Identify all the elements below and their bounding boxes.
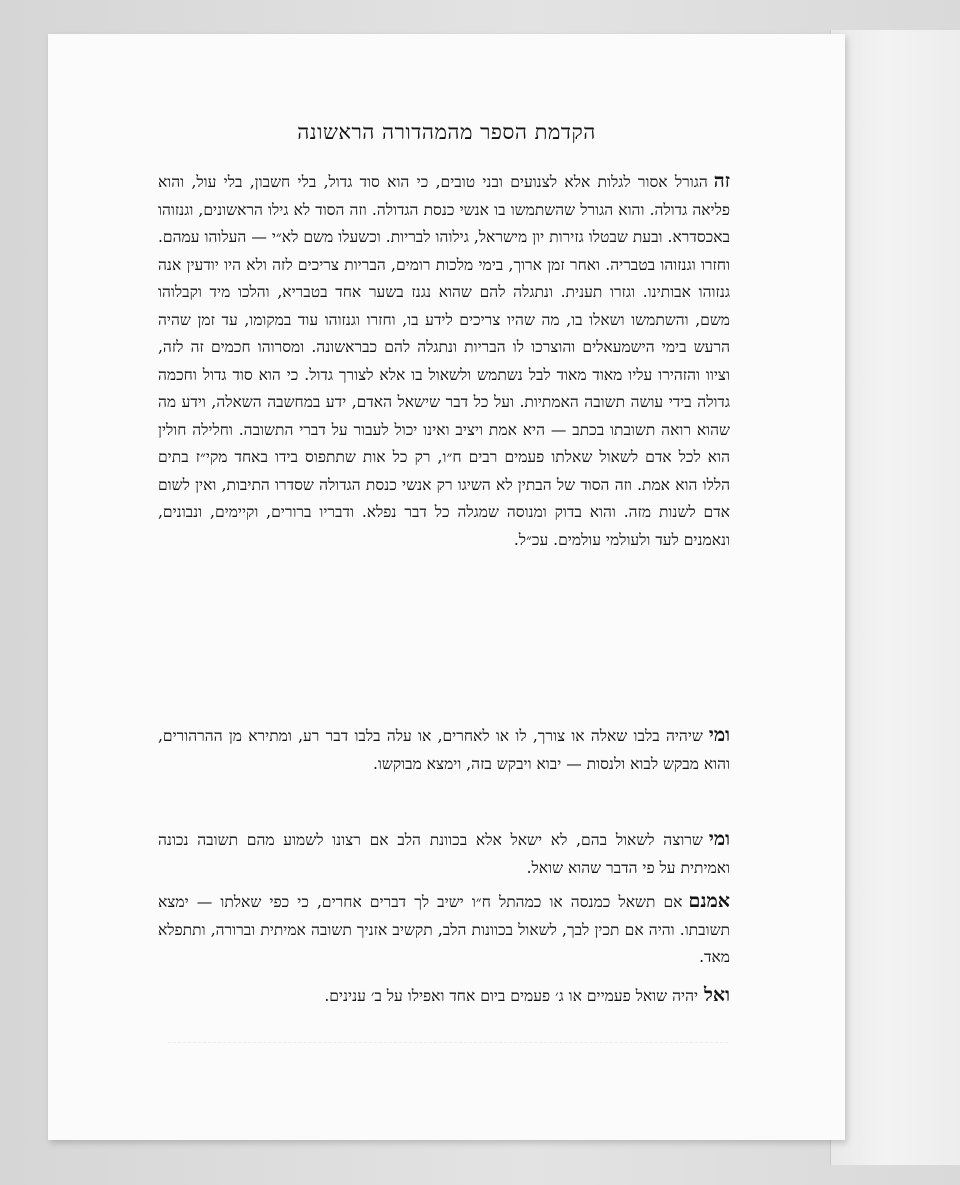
paragraph-2 [158,722,730,778]
paragraph-4 [158,888,730,972]
paragraph-lead-word: זה [713,170,730,192]
page-title: הקדמת הספר מהמהדורה הראשונה [297,120,596,144]
paragraph-3 [158,826,730,882]
paragraph-lead-word: אמנם [688,890,730,912]
paragraph-text: אם תשאל כמנסה או כמהתל ח״ו ישיב לך דברים אחרים, כי כפי שאלתו — ימצא תשובתו. והיה אם תכין לבך, לשאול בכוונות הלב, תקשיב אזניך תשובה אמיתית וברורה, ותתפלא מאד. [158,893,730,966]
paragraph-5 [158,982,730,1011]
paragraph-text: יהיה שואל פעמיים או ג׳ פעמים ביום אחד ואפילו על ב׳ ענינים. [324,987,699,1005]
paragraph-text: שרוצה לשאול בהם, לא ישאל אלא בכוונת הלב אם רצונו לשמוע מהם תשובה נכונה ואמיתית על פי הדבר שהוא שואל. [158,831,730,877]
paragraph-lead-word: ואל [704,984,730,1006]
paragraph-text: הגורל אסור לגלות אלא לצנועים ובני טובים, כי הוא סוד גדול, בלי חשבון, בלי עול, והוא פליאה גדולה. והוא הגורל שהשתמשו בו אנשי כנסת הגדולה. וזה הסוד לא גילו הראשונים, וגנזוהו באכסדרא. ובעת שבטלו גזירות יון מישראל, גילוהו לבריות. וכשעלו משם לא״י — העלוהו עמהם. וחזרו וגנזוהו בטבריה. ואחר זמן ארוך, בימי מלכות רומים, הבריות צריכים לזה ולא היו יודעין אנה גנזוהו אבותינו. וגזרו תענית. ונתגלה להם שהוא נגנז בשער אחד בטבריא, והלכו מיד וקבלוהו משם, והשתמשו ושאלו בו, מה שהיו צריכים לידע בו, וחזרו וגנזוהו עוד במקומו, עד זמן שהיה הרעש בימי הישמעאלים והוצרכו לו הבריות ונתגלה להם כבראשונה. ומסרוהו חכמים זה לזה, וציוו והזהירו עליו מאוד מאוד לבל נשתמש ולשאול בו אלא לצורך גדול. כי הוא סוד גדול וחכמה גדולה בידי עושה תשובה האמתיות. ועל כל דבר שישאל האדם, ידע במחשבה השאלה, וידע מה שהוא רואה תשובתו בכתב — היא אמת ויציב ואינו יכול לעבור על דברי התשובה. וחלילה חולין הוא לכל אדם לשאול שאלתו פעמים רבים ח״ו, רק כל אות שתתפוס בידו באחד מקי״ז בתים הללו הוא אמת. וזה הסוד של הבתין לא השיגו רק אנשי כנסת הגדולה שסדרו התיבות, ואין לשום אדם לשנות מזה. והוא בדוק ומנוסה שמגלה כל דבר נפלא. ודבריו ברורים, וקיימים, ונבונים, ונאמנים לעד ולעולמי עולמים. עכ״ל. [158,173,730,549]
paragraph-lead-word: ומי [708,724,730,746]
paragraph-1 [158,168,730,554]
paragraph-text: שיהיה בלבו שאלה או צורך, לו או לאחרים, או עלה בלבו דבר רע, ומתירא מן ההרהורים, והוא מבקש לבוא ולנסות — יבוא ויבקש בזה, וימצא מבוקשו. [158,727,730,773]
adjacent-page-edge [830,30,960,1165]
book-page [48,34,845,1140]
paragraph-lead-word: ומי [708,828,730,850]
show-through-text [168,1042,728,1051]
